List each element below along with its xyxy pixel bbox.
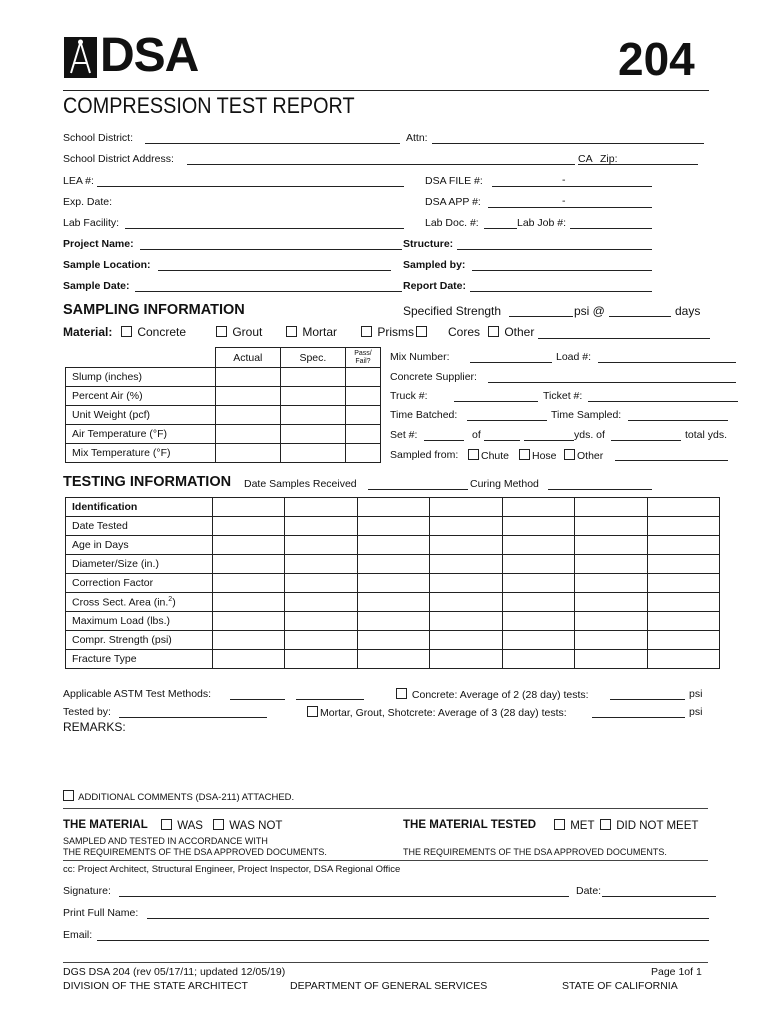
testing-cell[interactable] <box>502 498 574 517</box>
mix-number-field[interactable] <box>470 362 552 363</box>
testing-cell[interactable] <box>213 650 285 669</box>
testing-row-label: Date Tested <box>66 517 213 536</box>
testing-row <box>66 555 720 574</box>
astm-field-2[interactable] <box>296 699 364 700</box>
dsa-app-field[interactable] <box>488 207 652 208</box>
testing-cell[interactable] <box>285 555 357 574</box>
ticket-field[interactable] <box>588 401 738 402</box>
testing-cell[interactable] <box>430 593 502 612</box>
remarks-label: REMARKS: <box>63 720 126 734</box>
testing-cell[interactable] <box>213 631 285 650</box>
dsa-app-label: DSA APP #: <box>425 196 481 208</box>
project-name-field[interactable] <box>140 249 402 250</box>
testing-cell[interactable] <box>575 574 647 593</box>
date-samples-received-field[interactable] <box>368 489 468 490</box>
testing-row-label: Compr. Strength (psi) <box>66 631 213 650</box>
requirements-text: THE REQUIREMENTS OF THE DSA APPROVED DOCUMENTS. <box>403 847 667 857</box>
hose-checkbox[interactable] <box>519 449 530 460</box>
tested-by-label: Tested by: <box>63 706 111 718</box>
testing-cell[interactable] <box>285 517 357 536</box>
testing-cell[interactable] <box>502 536 574 555</box>
sampled-from-other[interactable]: Other <box>564 449 603 462</box>
time-sampled-field[interactable] <box>628 420 728 421</box>
was-not-option[interactable]: WAS NOT <box>213 819 282 832</box>
testing-cell[interactable] <box>502 650 574 669</box>
testing-row-label: Identification <box>66 498 213 517</box>
footer-department: DEPARTMENT OF GENERAL SERVICES <box>290 980 488 992</box>
testing-cell[interactable] <box>430 517 502 536</box>
school-district-field[interactable] <box>145 143 400 144</box>
testing-cell[interactable] <box>502 574 574 593</box>
testing-row <box>66 517 720 536</box>
testing-cell[interactable] <box>357 517 429 536</box>
form-number: 204 <box>618 33 695 85</box>
percent-air-row-label: Percent Air (%) <box>66 387 216 406</box>
testing-cell[interactable] <box>285 574 357 593</box>
zip-field[interactable] <box>578 164 698 165</box>
total-yds-label: total yds. <box>685 429 728 441</box>
specified-strength-label: Specified Strength <box>403 304 502 318</box>
testing-cell[interactable] <box>575 517 647 536</box>
material-other-field[interactable] <box>538 338 710 339</box>
actual-header: Actual <box>215 348 280 368</box>
testing-row <box>66 536 720 555</box>
time-sampled-label: Time Sampled: <box>551 409 622 421</box>
sampling-table <box>65 347 381 463</box>
testing-cell[interactable] <box>285 536 357 555</box>
material-cores: Cores <box>448 325 481 339</box>
air-temperature-row-label: Air Temperature (°F) <box>66 425 216 444</box>
date-field[interactable] <box>602 896 716 897</box>
testing-cell[interactable] <box>285 593 357 612</box>
lab-doc-label: Lab Doc. #: <box>425 217 479 229</box>
page-title: COMPRESSION TEST REPORT <box>63 93 355 118</box>
cc-line: cc: Project Architect, Structural Engineer, Project Inspector, DSA Regional Office <box>63 864 401 875</box>
signature-field[interactable] <box>119 896 569 897</box>
testing-row <box>66 650 720 669</box>
testing-cell[interactable] <box>575 631 647 650</box>
yds-of-label: yds. of <box>574 429 605 441</box>
exp-date-label: Exp. Date: <box>63 196 113 208</box>
sample-date-field[interactable] <box>135 291 402 292</box>
days-field[interactable] <box>609 316 671 317</box>
testing-row-label: Age in Days <box>66 536 213 555</box>
ticket-label: Ticket #: <box>543 390 583 402</box>
lab-facility-label: Lab Facility: <box>63 217 120 229</box>
testing-row-label: Cross Sect. Area (in.$^2$) <box>66 593 213 612</box>
testing-cell[interactable] <box>575 593 647 612</box>
testing-cell[interactable] <box>575 536 647 555</box>
days-label: days <box>675 304 701 318</box>
concrete-checkbox[interactable] <box>121 326 132 337</box>
testing-cell[interactable] <box>502 555 574 574</box>
met-checkbox[interactable] <box>554 819 565 830</box>
attn-label: Attn: <box>406 132 428 144</box>
footer-page: Page 1of 1 <box>651 966 702 978</box>
testing-cell[interactable] <box>430 650 502 669</box>
slump-row-label: Slump (inches) <box>66 368 216 387</box>
logo-text: DSA <box>100 29 199 82</box>
sampling-heading: SAMPLING INFORMATION <box>63 302 245 318</box>
testing-cell[interactable] <box>647 517 719 536</box>
testing-cell[interactable] <box>575 555 647 574</box>
mortar-average-checkbox[interactable] <box>307 706 318 717</box>
structure-label: Structure: <box>403 238 454 250</box>
mortar-checkbox[interactable] <box>286 326 297 337</box>
testing-cell[interactable] <box>285 650 357 669</box>
testing-cell[interactable] <box>430 574 502 593</box>
other-checkbox[interactable] <box>488 326 499 337</box>
total-yds-field[interactable] <box>611 440 681 441</box>
material-grout[interactable]: Grout <box>216 326 262 338</box>
testing-cell[interactable] <box>647 631 719 650</box>
footer-state: STATE OF CALIFORNIA <box>562 980 678 992</box>
curing-method-label: Curing Method <box>470 478 539 490</box>
testing-cell[interactable] <box>647 574 719 593</box>
testing-cell[interactable] <box>575 612 647 631</box>
mortar-psi-label: psi <box>689 706 703 718</box>
testing-cell[interactable] <box>647 555 719 574</box>
lea-label: LEA #: <box>63 175 94 187</box>
testing-row <box>66 612 720 631</box>
curing-method-field[interactable] <box>548 489 652 490</box>
of-label: of <box>472 429 481 441</box>
project-name-label: Project Name: <box>63 238 134 250</box>
sample-location-label: Sample Location: <box>63 259 151 271</box>
was-option[interactable]: WAS <box>161 819 203 832</box>
testing-cell[interactable] <box>575 650 647 669</box>
grout-checkbox[interactable] <box>216 326 227 337</box>
testing-cell[interactable] <box>285 498 357 517</box>
additional-comments-checkbox[interactable] <box>63 790 74 801</box>
set-field[interactable] <box>424 440 464 441</box>
zip-label: Zip: <box>600 153 618 165</box>
lab-facility-field[interactable] <box>125 228 404 229</box>
met-option[interactable]: MET <box>554 819 594 832</box>
prisms-checkbox[interactable] <box>361 326 372 337</box>
testing-cell[interactable] <box>430 612 502 631</box>
concrete-supplier-label: Concrete Supplier: <box>390 371 477 383</box>
footer-division: DIVISION OF THE STATE ARCHITECT <box>63 980 248 992</box>
school-district-address-field[interactable] <box>187 164 575 165</box>
report-date-field[interactable] <box>470 291 652 292</box>
pass-fail-header: Pass/ Fail? <box>345 348 380 368</box>
material-prisms[interactable]: Prisms <box>361 326 429 338</box>
concrete-average-checkbox[interactable] <box>396 688 407 699</box>
testing-row <box>66 574 720 593</box>
testing-cell[interactable] <box>647 498 719 517</box>
testing-cell[interactable] <box>647 536 719 555</box>
mortar-average[interactable]: Mortar, Grout, Shotcrete: Average of 3 (28 day) tests: <box>307 706 567 719</box>
testing-cell[interactable] <box>502 631 574 650</box>
lab-job-label: Lab Job #: <box>517 217 567 229</box>
of-field[interactable] <box>484 440 520 441</box>
material-concrete[interactable]: Concrete <box>121 326 186 338</box>
testing-cell[interactable] <box>430 631 502 650</box>
sampled-by-label: Sampled by: <box>403 259 466 271</box>
testing-cell[interactable] <box>502 612 574 631</box>
date-label: Date: <box>576 885 602 897</box>
time-batched-field[interactable] <box>467 420 547 421</box>
testing-heading: TESTING INFORMATION <box>63 474 232 490</box>
set-label: Set #: <box>390 429 418 441</box>
report-date-label: Report Date: <box>403 280 467 292</box>
testing-cell[interactable] <box>357 498 429 517</box>
testing-cell[interactable] <box>502 517 574 536</box>
sampled-by-field[interactable] <box>472 270 652 271</box>
concrete-average[interactable]: Concrete: Average of 2 (28 day) tests: <box>396 688 589 701</box>
material-mortar[interactable]: Mortar <box>286 326 337 338</box>
load-field[interactable] <box>598 362 736 363</box>
testing-cell[interactable] <box>647 612 719 631</box>
sampled-from-other-field[interactable] <box>615 460 728 461</box>
testing-cell[interactable] <box>213 536 285 555</box>
sampled-line-2: THE REQUIREMENTS OF THE DSA APPROVED DOCUMENTS. <box>63 847 327 857</box>
testing-cell[interactable] <box>213 593 285 612</box>
testing-row <box>66 631 720 650</box>
testing-cell[interactable] <box>357 593 429 612</box>
testing-cell[interactable] <box>213 517 285 536</box>
testing-cell[interactable] <box>430 555 502 574</box>
mix-temperature-row-label: Mix Temperature (°F) <box>66 444 216 463</box>
testing-cell[interactable] <box>213 498 285 517</box>
testing-cell[interactable] <box>285 631 357 650</box>
additional-comments[interactable]: ADDITIONAL COMMENTS (DSA-211) ATTACHED. <box>63 790 294 804</box>
email-field[interactable] <box>97 940 709 941</box>
email-label: Email: <box>63 929 93 941</box>
tested-by-field[interactable] <box>119 717 267 718</box>
remarks-divider <box>63 808 708 809</box>
the-material-label: THE MATERIAL <box>63 819 148 831</box>
lab-job-field[interactable] <box>570 228 652 229</box>
testing-row <box>66 498 720 517</box>
material-label: Material: <box>63 325 113 339</box>
testing-cell[interactable] <box>430 498 502 517</box>
dsa-file-field[interactable] <box>492 186 652 187</box>
astm-label: Applicable ASTM Test Methods: <box>63 688 212 700</box>
lea-field[interactable] <box>97 186 404 187</box>
mortar-average-field[interactable] <box>592 717 685 718</box>
testing-cell[interactable] <box>213 612 285 631</box>
truck-field[interactable] <box>454 401 538 402</box>
sample-date-label: Sample Date: <box>63 280 130 292</box>
dsa-file-dash: - <box>562 174 566 186</box>
testing-row <box>66 593 720 612</box>
date-samples-received-label: Date Samples Received <box>244 478 357 490</box>
dsa-file-label: DSA FILE #: <box>425 175 483 187</box>
signature-label: Signature: <box>63 885 111 897</box>
footer-rev: DGS DSA 204 (rev 05/17/11; updated 12/05/19) <box>63 966 286 978</box>
cores-checkbox[interactable] <box>416 326 427 337</box>
yds-field[interactable] <box>524 440 574 441</box>
astm-field-1[interactable] <box>230 699 285 700</box>
testing-cell[interactable] <box>213 574 285 593</box>
testing-cell[interactable] <box>575 498 647 517</box>
attn-field[interactable] <box>432 143 704 144</box>
time-batched-label: Time Batched: <box>390 409 458 421</box>
testing-cell[interactable] <box>430 536 502 555</box>
testing-cell[interactable] <box>647 650 719 669</box>
testing-cell[interactable] <box>647 593 719 612</box>
testing-cell[interactable] <box>285 612 357 631</box>
print-name-label: Print Full Name: <box>63 907 139 919</box>
testing-row-label: Maximum Load (lbs.) <box>66 612 213 631</box>
testing-row-label: Diameter/Size (in.) <box>66 555 213 574</box>
structure-field[interactable] <box>457 249 652 250</box>
mix-number-label: Mix Number: <box>390 351 450 363</box>
testing-cell[interactable] <box>357 650 429 669</box>
was-not-checkbox[interactable] <box>213 819 224 830</box>
testing-cell[interactable] <box>357 612 429 631</box>
material-tested-label: THE MATERIAL TESTED <box>403 819 537 831</box>
dsa-app-dash: - <box>562 195 566 207</box>
concrete-average-field[interactable] <box>610 699 685 700</box>
truck-label: Truck #: <box>390 390 428 402</box>
school-district-label: School District: <box>63 132 134 144</box>
testing-cell[interactable] <box>502 593 574 612</box>
print-name-field[interactable] <box>147 918 709 919</box>
sampled-other-checkbox[interactable] <box>564 449 575 460</box>
was-checkbox[interactable] <box>161 819 172 830</box>
did-not-meet-option[interactable]: DID NOT MEET <box>600 819 698 832</box>
conclusion-divider <box>63 860 708 861</box>
sampled-from-label: Sampled from: <box>390 449 459 461</box>
psi-at-label: psi @ <box>574 304 605 318</box>
testing-cell[interactable] <box>357 555 429 574</box>
ca-label: CA <box>578 153 593 165</box>
testing-cell[interactable] <box>213 555 285 574</box>
unit-weight-row-label: Unit Weight (pcf) <box>66 406 216 425</box>
sampled-line-1: SAMPLED AND TESTED IN ACCORDANCE WITH <box>63 836 268 846</box>
testing-row-label: Correction Factor <box>66 574 213 593</box>
testing-row-label: Fracture Type <box>66 650 213 669</box>
school-district-address-label: School District Address: <box>63 153 174 165</box>
testing-table <box>65 497 720 669</box>
specified-strength-field[interactable] <box>509 316 573 317</box>
concrete-supplier-field[interactable] <box>488 382 736 383</box>
sampled-from-hose[interactable]: Hose <box>519 449 557 462</box>
sampled-from-chute[interactable]: Chute <box>468 449 509 462</box>
did-not-meet-checkbox[interactable] <box>600 819 611 830</box>
lab-doc-field[interactable] <box>484 228 517 229</box>
header-rule <box>63 90 709 91</box>
testing-cell[interactable] <box>357 536 429 555</box>
testing-cell[interactable] <box>357 631 429 650</box>
load-label: Load #: <box>556 351 592 363</box>
material-other[interactable]: Other <box>488 326 534 338</box>
chute-checkbox[interactable] <box>468 449 479 460</box>
sample-location-field[interactable] <box>158 270 391 271</box>
spec-header: Spec. <box>280 348 345 368</box>
footer-rule <box>63 962 708 963</box>
dsa-logo-icon <box>64 37 97 78</box>
testing-cell[interactable] <box>357 574 429 593</box>
concrete-psi-label: psi <box>689 688 703 700</box>
